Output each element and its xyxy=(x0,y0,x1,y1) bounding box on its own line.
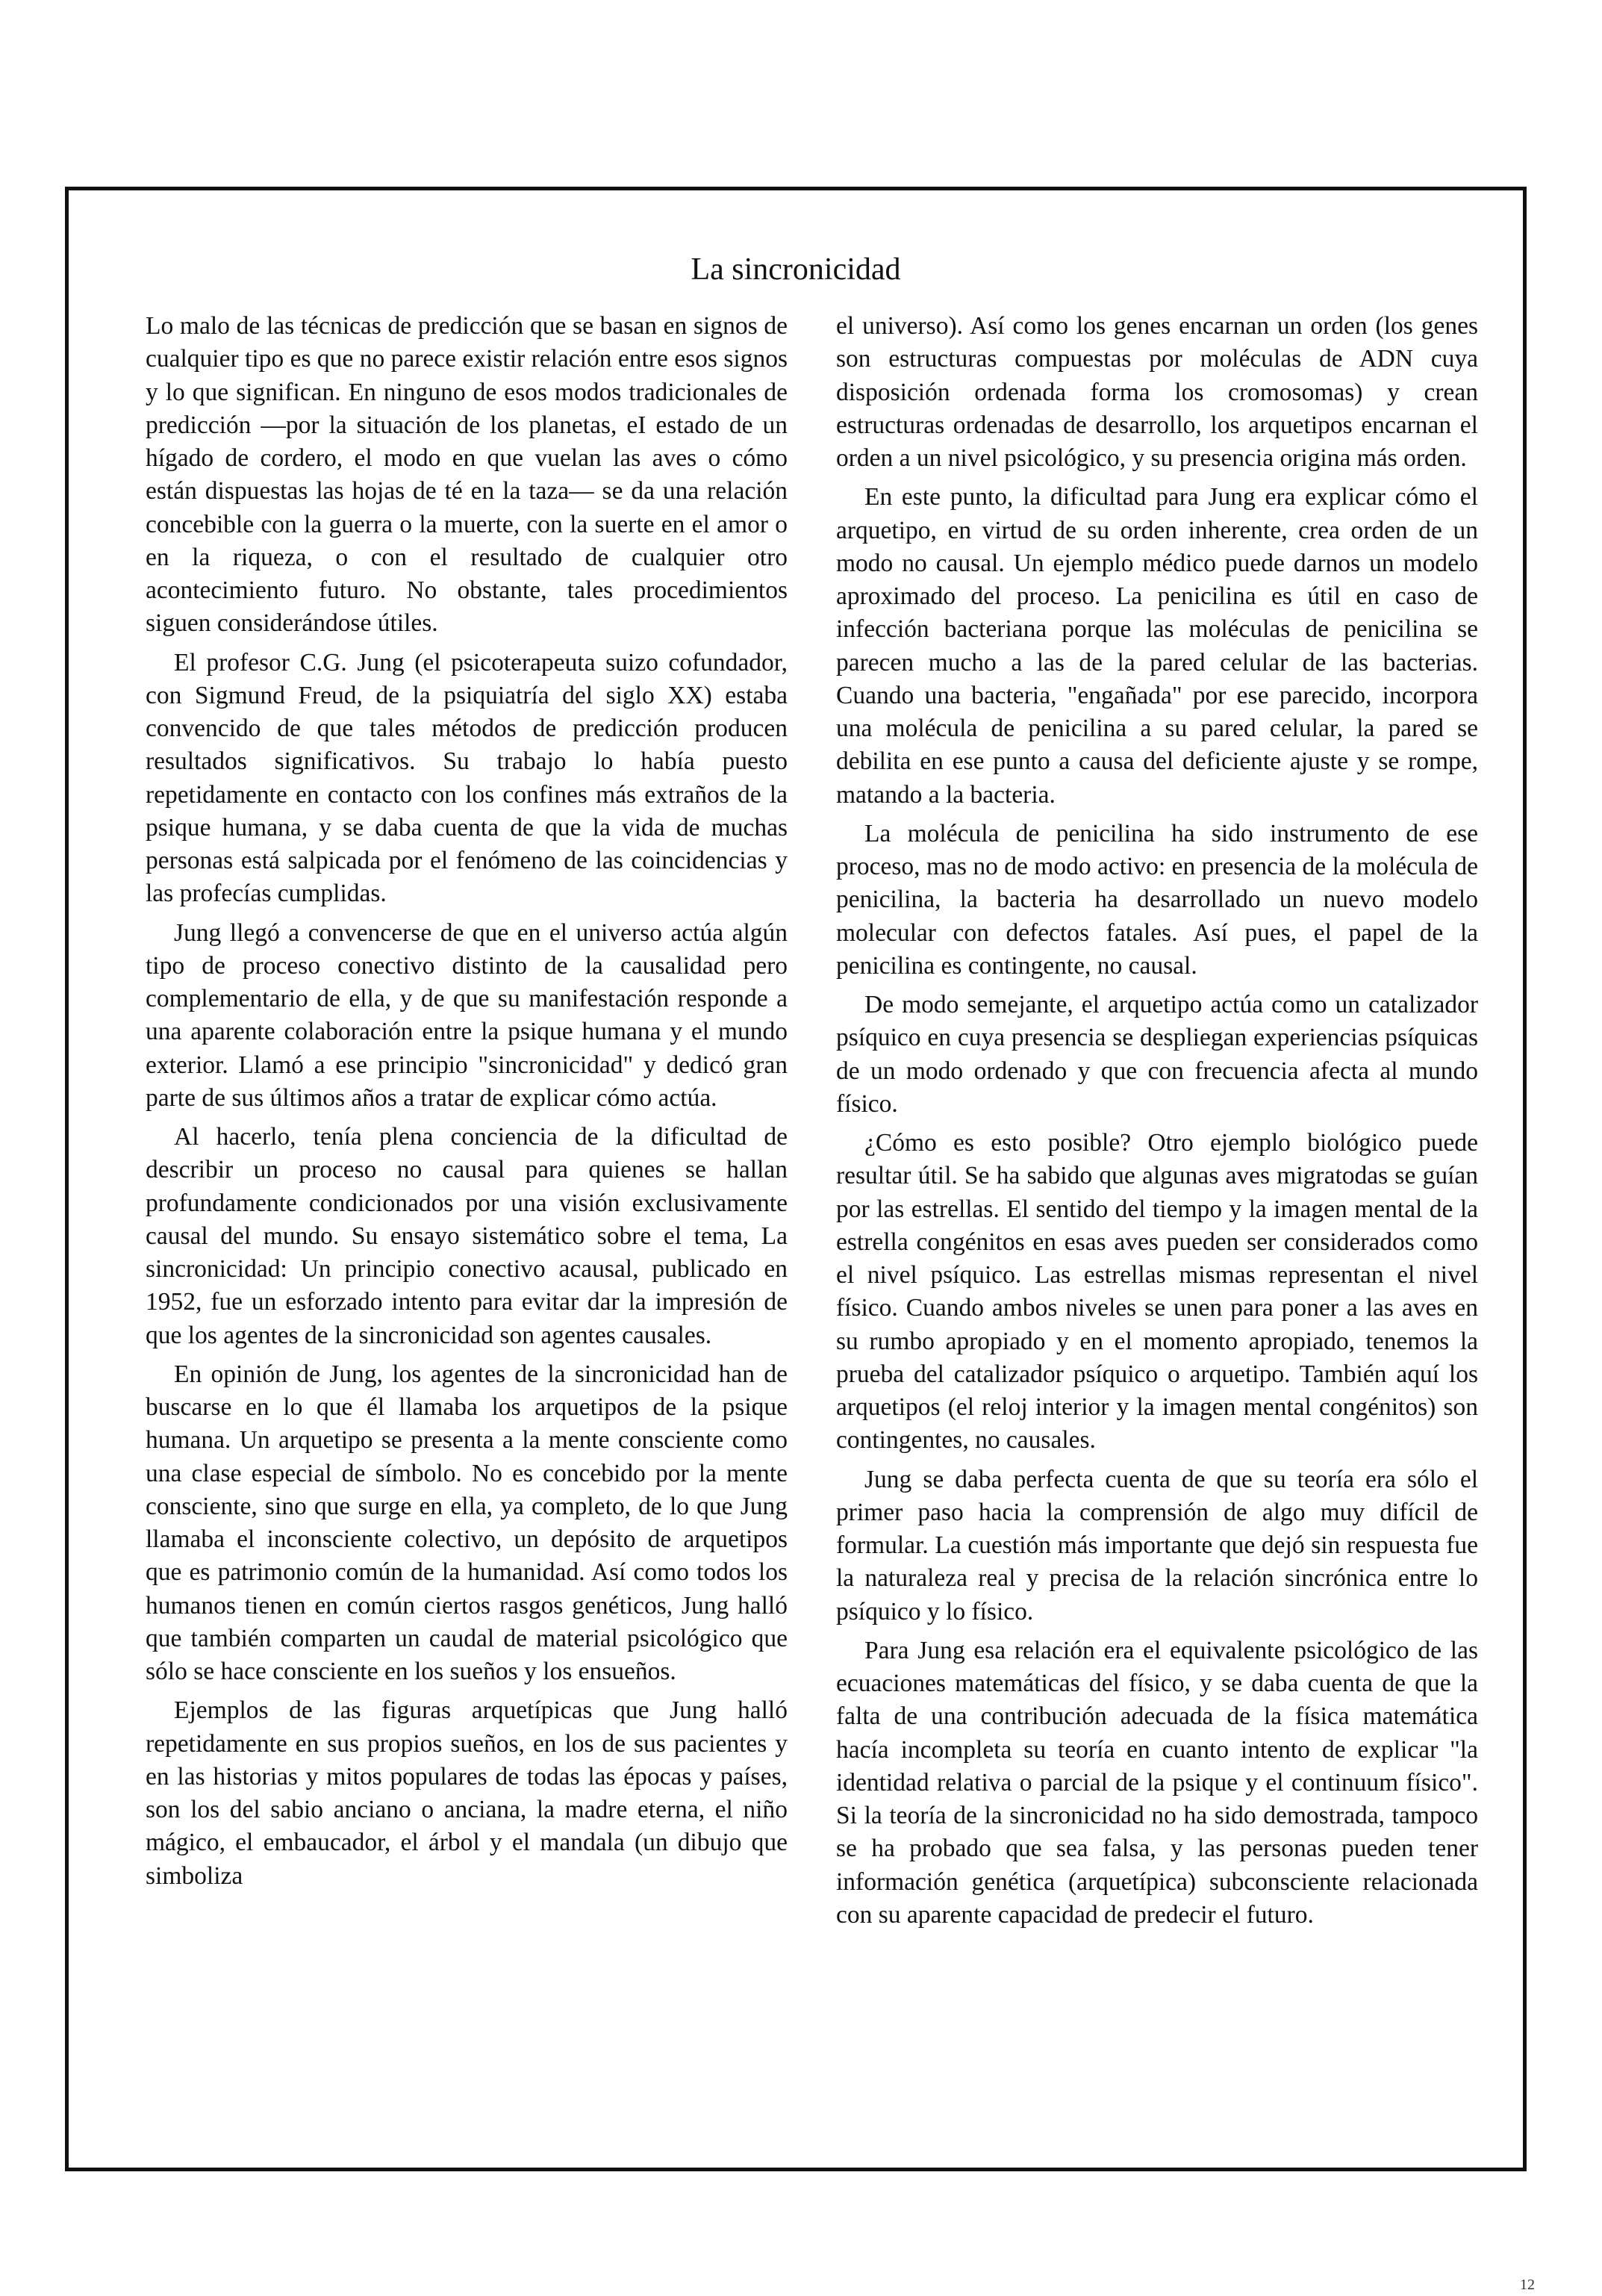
page-number: 12 xyxy=(1520,2277,1535,2293)
paragraph: La molécula de penicilina ha sido instrumento de ese proceso, mas no de modo activo: en presencia de la molécula de penicilina, la bacteria ha desarrollado un nuevo modelo molecular con defectos fatales. Así pues, el papel de la penicilina es contingente, no causal. xyxy=(836,819,1478,980)
paragraph: En este punto, la dificultad para Jung era explicar cómo el arquetipo, en virtud de su orden inherente, crea orden de un modo no causal. Un ejemplo médico puede darnos un modelo aproximado del proceso. La penicilina es útil en caso de infección bacteriana porque las moléculas de penicilina se parecen mucho a las de la pared celular de las bacterias. Cuando una bacteria, "engañada" por ese parecido, incorpora una molécula de penicilina a su pared celular, la pared se debilita en ese punto a causa del deficiente ajuste y se rompe, matando a la bacteria. xyxy=(836,483,1478,809)
page-frame xyxy=(65,187,1527,2171)
paragraph: En opinión de Jung, los agentes de la sincronicidad han de buscarse en lo que él llamaba los arquetipos de la psique humana. Un arquetipo se presenta a la mente consciente como una clase especial de símbolo. No es concebido por la mente consciente, sino que surge en ella, ya completo, de lo que Jung llamaba el inconsciente colectivo, un depósito de arquetipos que es patrimonio común de la humanidad. Así como todos los humanos tienen en común ciertos rasgos genéticos, Jung halló que también comparten un caudal de material psicológico que sólo se hace consciente en los sueños y los ensueños. xyxy=(146,1360,788,1685)
left-column xyxy=(146,310,788,1899)
paragraph: Jung llegó a convencerse de que en el universo actúa algún tipo de proceso conectivo distinto de la causalidad pero complementario de ella, y de que su manifestación responde a una aparente colaboración entre la psique humana y el mundo exterior. Llamó a ese principio "sincronicidad" y dedicó gran parte de sus últimos años a tratar de explicar cómo actúa. xyxy=(146,918,788,1112)
paragraph: El profesor C.G. Jung (el psicoterapeuta suizo cofundador, con Sigmund Freud, de la psiquiatría del siglo XX) estaba convencido de que tales métodos de predicción producen resultados significativos. Su trabajo lo había puesto repetidamente en contacto con los confines más extraños de la psique humana, y se daba cuenta de que la vida de muchas personas está salpicada por el fenómeno de las coincidencias y las profecías cumplidas. xyxy=(146,648,788,908)
paragraph: Al hacerlo, tenía plena conciencia de la dificultad de describir un proceso no causal para quienes se hallan profundamente condicionados por una visión exclusivamente causal del mundo. Su ensayo sistemático sobre el tema, La sincronicidad: Un principio conectivo acausal, publicado en 1952, fue un esforzado intento para evitar dar la impresión de que los agentes de la sincronicidad son agentes causales. xyxy=(146,1123,788,1349)
paragraph: el universo). Así como los genes encarnan un orden (los genes son estructuras compuestas por moléculas de ADN cuya disposición ordenada forma los cromosomas) y crean estructuras ordenadas de desarrollo, los arquetipos encarnan el orden a un nivel psicológico, y su presencia origina más orden. xyxy=(836,312,1478,472)
paragraph: Lo malo de las técnicas de predicción que se basan en signos de cualquier tipo es que no parece existir relación entre esos signos y lo que significan. En ninguno de esos modos tradicionales de predicción —por la situación de los planetas, eI estado de un hígado de cordero, el modo en que vuelan las aves o cómo están dispuestas las hojas de té en la taza— se da una relación concebible con la guerra o la muerte, con la suerte en el amor o en la riqueza, o con el resultado de cualquier otro acontecimiento futuro. No obstante, tales procedimientos siguen considerándose útiles. xyxy=(146,312,788,638)
paragraph: ¿Cómo es esto posible? Otro ejemplo biológico puede resultar útil. Se ha sabido que algunas aves migratodas se guían por las estrellas. El sentido del tiempo y la imagen mental de la estrella congénitos en esas aves pueden ser considerados como el nivel psíquico. Las estrellas mismas representan el nivel físico. Cuando ambos niveles se unen para poner a las aves en su rumbo apropiado y en el momento apropiado, tenemos la prueba del catalizador psíquico o arquetipo. También aquí los arquetipos (el reloj interior y la imagen mental congénitos) son contingentes, no causales. xyxy=(836,1129,1478,1455)
paragraph: De modo semejante, el arquetipo actúa como un catalizador psíquico en cuya presencia se despliegan experiencias psíquicas de un modo ordenado y que con frecuencia afecta al mundo físico. xyxy=(836,991,1478,1118)
paragraph: Ejemplos de las figuras arquetípicas que Jung halló repetidamente en sus propios sueños, en los de sus pacientes y en las historias y mitos populares de todas las épocas y países, son los del sabio anciano o anciana, la madre eterna, el niño mágico, el embaucador, el árbol y el mandala (un dibujo que simboliza xyxy=(146,1696,788,1890)
right-column xyxy=(836,310,1478,1938)
page-title: La sincronicidad xyxy=(691,252,901,287)
paragraph: Para Jung esa relación era el equivalente psicológico de las ecuaciones matemáticas del físico, y se daba cuenta de que la falta de una contribución adecuada de la física matemática hacía incompleta su teoría en cuanto intento de explicar "la identidad relativa o parcial de la psique y el continuum físico". Si la teoría de la sincronicidad no ha sido demostrada, tampoco se ha probado que sea falsa, y las personas pueden tener información genética (arquetípica) subconsciente relacionada con su aparente capacidad de predecir el futuro. xyxy=(836,1636,1478,1929)
paragraph: Jung se daba perfecta cuenta de que su teoría era sólo el primer paso hacia la comprensión de algo muy difícil de formular. La cuestión más importante que dejó sin respuesta fue la naturaleza real y precisa de la relación sincrónica entre lo psíquico y lo físico. xyxy=(836,1465,1478,1625)
